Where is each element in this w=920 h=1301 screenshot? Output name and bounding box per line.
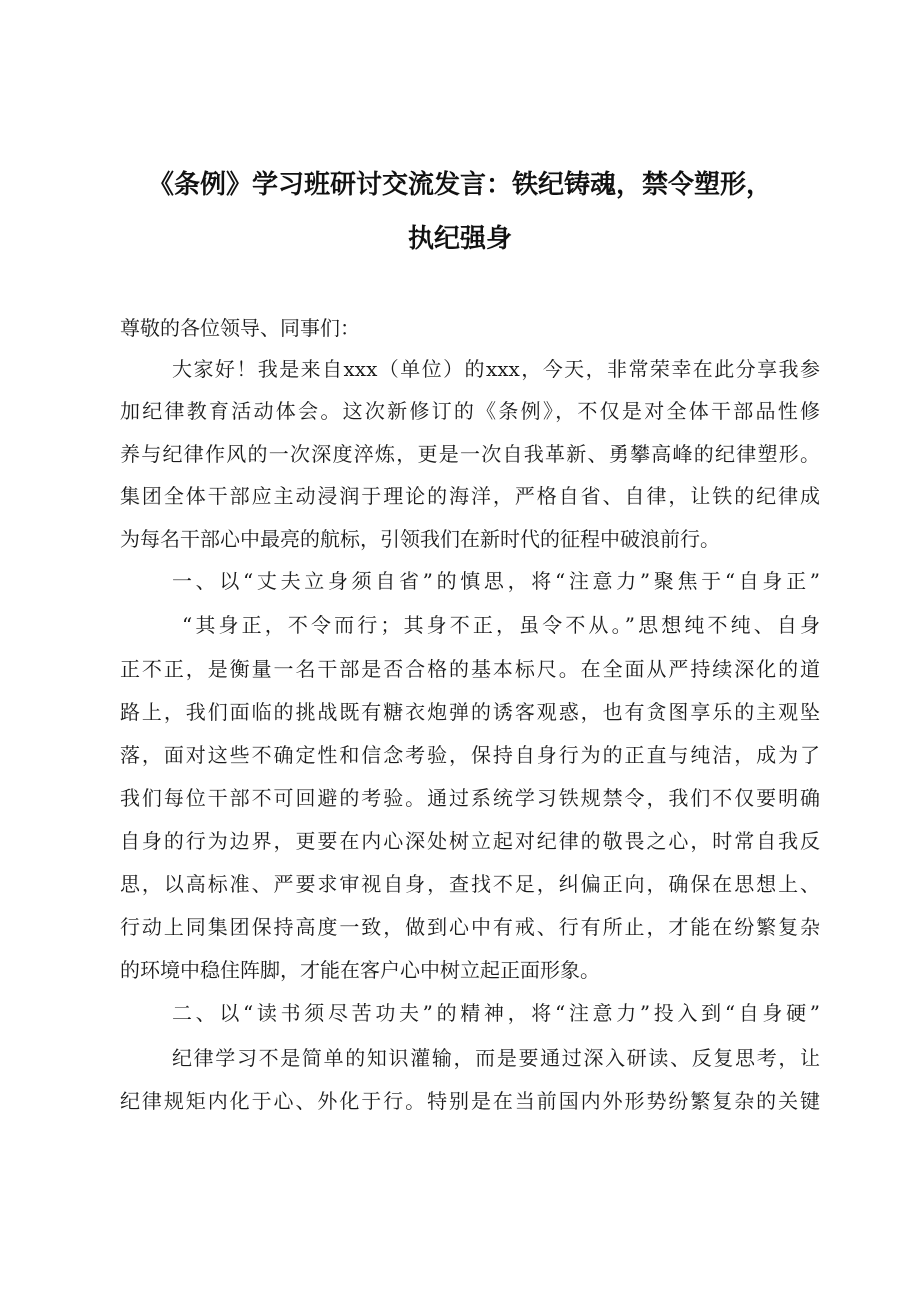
paragraph-line: 我们每位干部不可回避的考验。通过系统学习铁规禁令，我们不仅要明确 (120, 786, 820, 810)
paragraph-line: 路上，我们面临的挑战既有糖衣炮弹的诱客观惑，也有贪图享乐的主观坠 (120, 700, 820, 724)
paragraph-line: 纪律规矩内化于心、外化于行。特别是在当前国内外形势纷繁复杂的关键 (120, 1089, 820, 1113)
paragraph-line: 行动上同集团保持高度一致，做到心中有戒、行有所止，才能在纷繁复杂 (120, 915, 820, 939)
section-heading-1: 一、以“丈夫立身须自省”的慎思，将“注意力”聚焦于“自身正” (172, 569, 820, 593)
paragraph-line: 养与纪律作风的一次深度淬炼，更是一次自我革新、勇攀高峰的纪律塑形。 (120, 442, 820, 466)
paragraph-line: “其身正，不令而行；其身不正，虽令不从。”思想纯不纯、自身 (182, 613, 820, 637)
paragraph-line: 为每名干部心中最亮的航标，引领我们在新时代的征程中破浪前行。 (120, 527, 720, 551)
salutation: 尊敬的各位领导、同事们： (120, 316, 360, 340)
paragraph-line: 集团全体干部应主动浸润于理论的海洋，严格自省、自律，让铁的纪律成 (120, 484, 820, 508)
document-title-line-1: 《条例》学习班研讨交流发言：铁纪铸魂，禁令塑形， (147, 170, 772, 200)
section-heading-2: 二、以“读书须尽苦功夫”的精神，将“注意力”投入到“自身硬” (172, 1001, 820, 1025)
paragraph-line: 正不正，是衡量一名干部是否合格的基本标尺。在全面从严持续深化的道 (120, 657, 820, 681)
document-title-line-2: 执纪强身 (407, 224, 512, 254)
paragraph-line: 纪律学习不是简单的知识灌输，而是要通过深入研读、反复思考，让 (172, 1046, 820, 1070)
paragraph-line: 思，以高标准、严要求审视自身，查找不足，纠偏正向，确保在思想上、 (120, 872, 820, 896)
paragraph-line: 的环境中稳住阵脚，才能在客户心中树立起正面形象。 (120, 958, 600, 982)
paragraph-line: 自身的行为边界，更要在内心深处树立起对纪律的敬畏之心，时常自我反 (120, 829, 820, 853)
paragraph-line: 加纪律教育活动体会。这次新修订的《条例》，不仅是对全体干部品性修 (120, 399, 820, 423)
paragraph-line: 落，面对这些不确定性和信念考验，保持自身行为的正直与纯洁，成为了 (120, 743, 820, 767)
paragraph-line: 大家好！我是来自xxx（单位）的xxx，今天，非常荣幸在此分享我参 (172, 357, 820, 381)
